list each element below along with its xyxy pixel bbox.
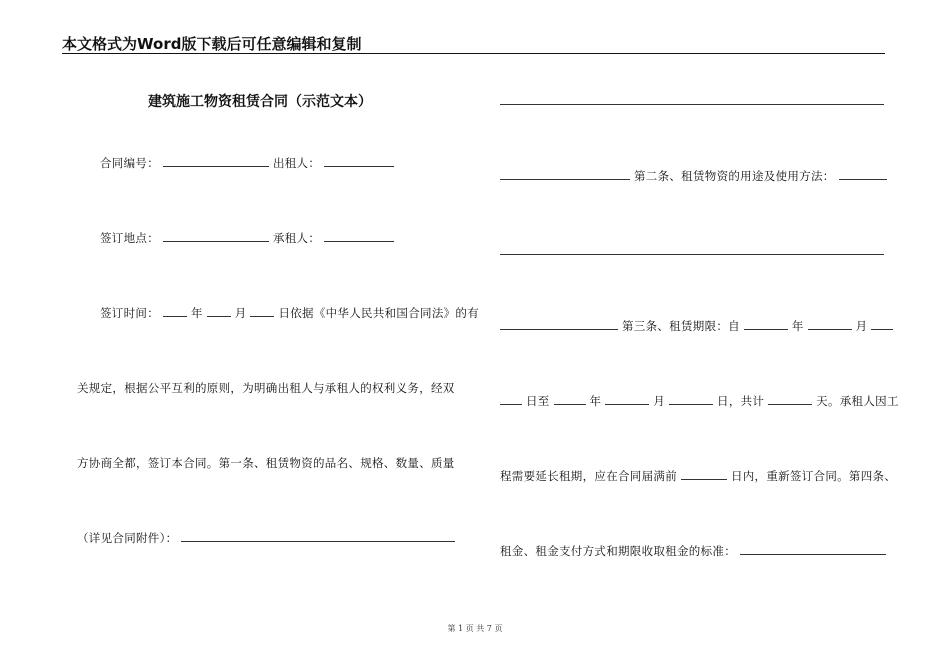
extension-line [500,468,896,484]
sign-year-field[interactable] [163,305,187,317]
article-3-prefix-field[interactable] [500,318,618,330]
blank-line-1[interactable] [500,104,884,105]
article-3-line [500,318,893,334]
end-year-field[interactable] [554,393,586,405]
contract-number-field[interactable] [163,155,269,167]
sign-time-label: 签订时间： [100,306,159,320]
attachment-label: （详见合同附件）： [77,531,178,545]
article-2-prefix-field[interactable] [500,168,630,180]
lessor-label: 出租人： [272,156,321,170]
day-to-text: 日至 [525,394,550,408]
lessee-label: 承租人： [272,231,321,245]
lessor-field[interactable] [324,155,394,167]
document-banner: 本文格式为Word版下载后可任意编辑和复制 [62,35,362,53]
contract-number-label: 合同编号： [100,156,159,170]
page-footer: 第 1 页 共 7 页 [447,624,503,633]
day-total-text: 日，共计 [717,394,765,408]
contract-number-line [100,155,394,171]
article-2-usage-field[interactable] [839,168,887,180]
body-line-4: 关规定，根据公平互利的原则，为明确出租人与承租人的权利义务，经双 [77,381,455,395]
rent-text: 租金、租金支付方式和期限收取租金的标准： [500,544,736,558]
sign-place-line [100,230,394,246]
body-line-5: 方协商全都，签订本合同。第一条、租赁物资的品名、规格、数量、质量 [77,456,455,470]
start-day-field[interactable] [871,318,893,330]
start-month-label: 月 [855,319,868,333]
month-label: 月 [234,306,247,320]
start-year-field[interactable] [744,318,788,330]
sign-day-field[interactable] [250,305,274,317]
within-text: 日内，重新签订合同。第四条、 [730,469,897,483]
start-year-label: 年 [791,319,804,333]
article-2-text: 第二条、租赁物资的用途及使用方法： [633,169,835,183]
article-3-text: 第三条、租赁期限：自 [621,319,740,333]
extension-days-field[interactable] [681,468,727,480]
rent-standard-field[interactable] [740,543,886,555]
sign-place-label: 签订地点： [100,231,159,245]
sign-month-field[interactable] [207,305,231,317]
attachment-line [77,530,455,546]
total-days-field[interactable] [768,393,812,405]
blank-line-2[interactable] [500,254,884,255]
sign-time-line [100,305,479,321]
end-month-field[interactable] [605,393,649,405]
lease-period-line [500,393,899,409]
document-title: 建筑施工物资租赁合同（示范文本） [148,94,372,110]
article-2-line [500,168,887,184]
start-day-cont-field[interactable] [500,393,522,405]
extension-text: 程需要延长租期，应在合同届满前 [500,469,677,483]
sign-place-field[interactable] [163,230,269,242]
end-month-label: 月 [653,394,666,408]
end-day-field[interactable] [669,393,713,405]
attachment-field[interactable] [181,530,455,542]
banner-divider [62,53,885,54]
year-label: 年 [190,306,203,320]
start-month-field[interactable] [808,318,852,330]
end-year-label: 年 [589,394,602,408]
day-basis-text: 日依据《中华人民共和国合同法》的有 [278,306,480,320]
rent-line [500,543,886,559]
days-lessee-text: 天。承租人因工 [816,394,899,408]
lessee-field[interactable] [324,230,394,242]
